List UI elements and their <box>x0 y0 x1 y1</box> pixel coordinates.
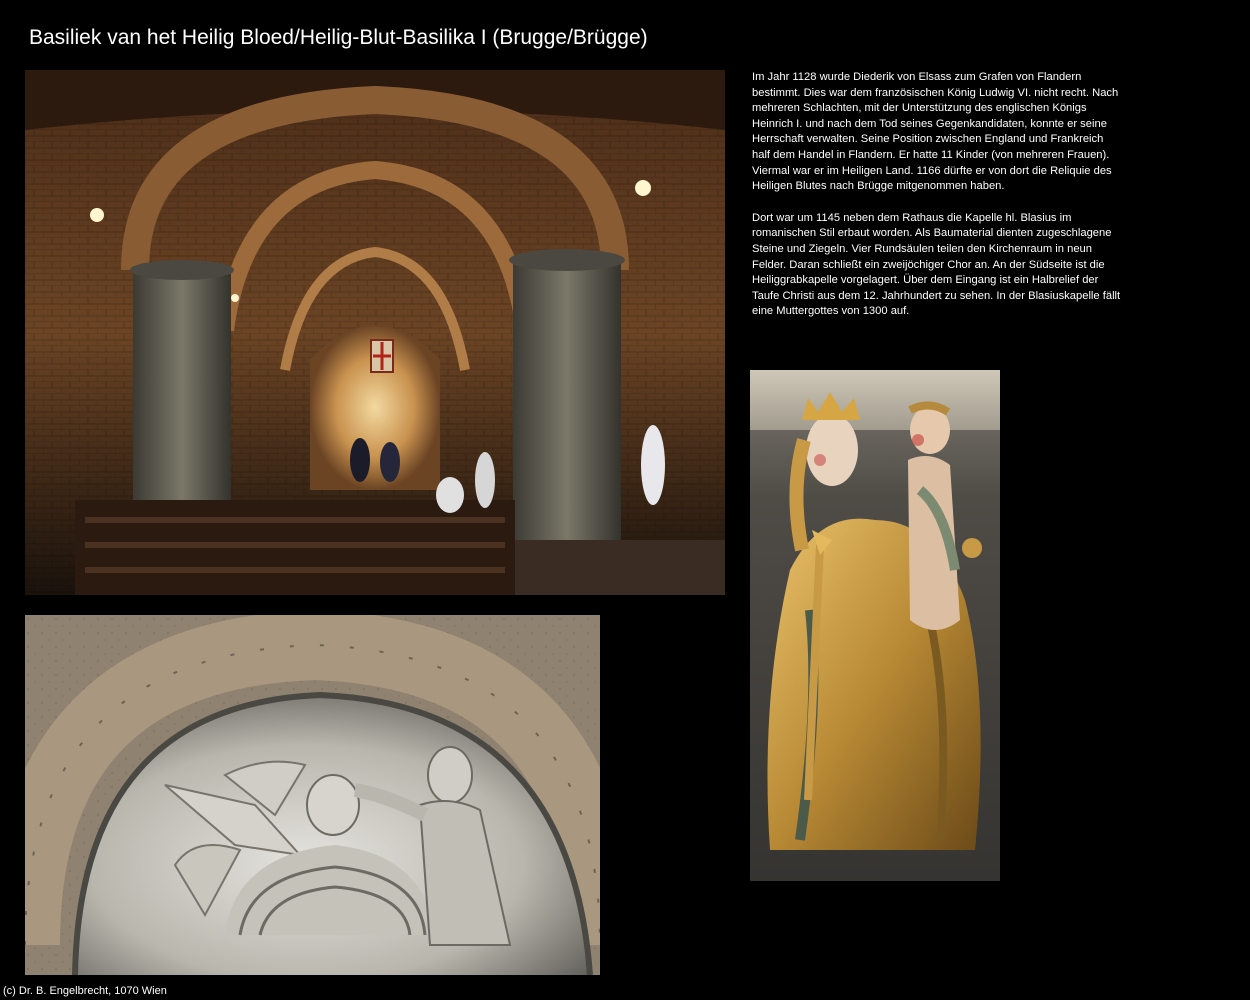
nave-interior-photo <box>25 70 725 595</box>
madonna-statue-photo <box>750 370 1000 881</box>
paragraph-architecture: Dort war um 1145 neben dem Rathaus die Kapelle hl. Blasius im romanischen Stil erbaut worden. Als Baumaterial dienten zugeschlagene Steine und Ziegeln. Vier Rundsäulen teilen den Kirchenraum in neun Felder. Daran schließt ein zweijöchiger Chor an. An der Südseite ist die Heiliggrabkapelle vorgelagert. Über dem Eingang ist ein Halbrelief der Taufe Christi aus dem 12. Jahrhundert zu sehen. In der Blasiuskapelle fällt eine Muttergottes von 1300 auf. <box>752 211 1121 318</box>
description-text <box>752 70 1122 336</box>
paragraph-history: Im Jahr 1128 wurde Diederik von Elsass zum Grafen von Flandern bestimmt. Dies war dem französischen König Ludwig VI. nicht recht. Nach mehreren Schlachten, mit der Unterstützung des englischen Königs Heinrich I. und nach dem Tod seines Gegenkandidaten, konnte er seine Herrschaft verwalten. Seine Position zwischen England und Frankreich half dem Handel in Flandern. Er hatte 11 Kinder (von mehreren Frauen). Viermal war er im Heiligen Land. 1166 dürfte er von dort die Reliquie des Heiligen Blutes nach Brügge mitgenommen haben. <box>752 71 1119 193</box>
copyright-footer: (c) Dr. B. Engelbrecht, 1070 Wien <box>3 985 167 997</box>
page-title: Basiliek van het Heilig Bloed/Heilig-Blut-Basilika I (Brugge/Brügge) <box>29 26 648 49</box>
baptism-relief-photo <box>25 615 600 975</box>
